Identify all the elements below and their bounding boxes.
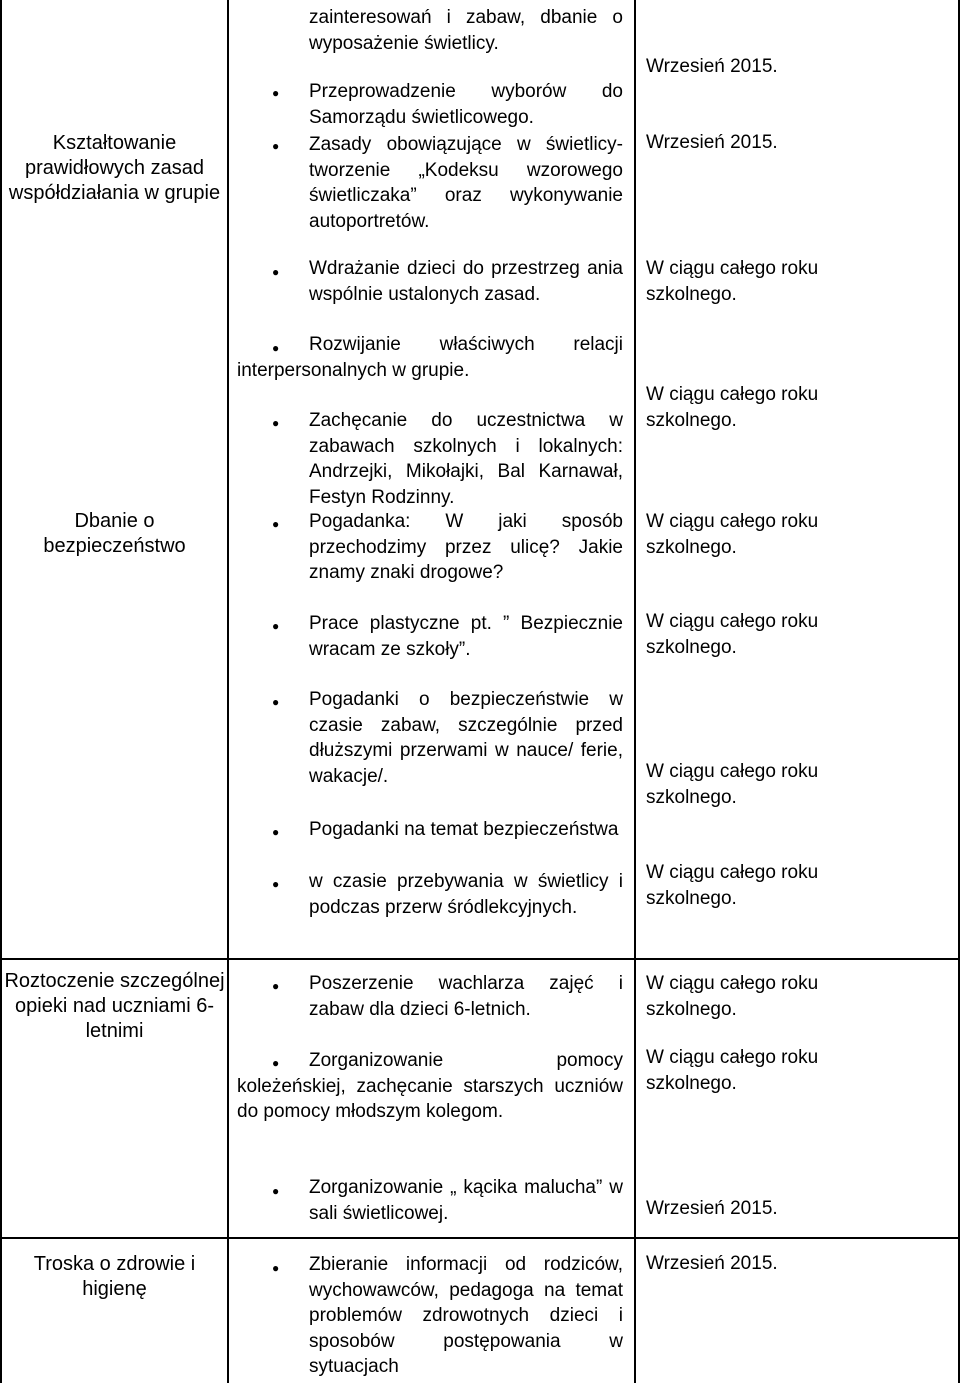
- bullet-icon: ●: [272, 877, 280, 891]
- activity-text: Prace plastyczne pt. ” Bezpiecznie wracam ze szkoły”.: [309, 613, 623, 660]
- row-divider: [0, 1237, 960, 1239]
- activity-text: Zorganizowanie „ kącika malucha” w sali świetlicowej.: [309, 1177, 623, 1224]
- activity-text: Rozwijanie właściwych relacji interpersonalnych w grupie.: [237, 334, 623, 381]
- bullet-icon: ●: [272, 86, 280, 100]
- section-label: Kształtowanie prawidłowych zasad współdziałania w grupie: [8, 132, 221, 204]
- term-text: W ciągu całego roku szkolnego.: [646, 761, 819, 808]
- bullet-icon: ●: [272, 416, 280, 430]
- activity-text: Zorganizowanie pomocy koleżeńskiej, zachęcanie starszych uczniów do pomocy młodszym kolegom.: [237, 1050, 623, 1122]
- bullet-icon: ●: [272, 825, 280, 839]
- activity-text: Pogadanki na temat bezpieczeństwa: [309, 819, 619, 840]
- section-label: Troska o zdrowie i higienę: [33, 1253, 196, 1300]
- activity-text: Przeprowadzenie wyborów do Samorządu świetlicowego.: [309, 81, 623, 128]
- bullet-icon: ●: [272, 139, 280, 153]
- activity-text: zainteresowań i zabaw, dbanie o wyposażenie świetlicy.: [309, 7, 623, 54]
- activity-text: Poszerzenie wachlarza zajęć i zabaw dla dzieci 6-letnich.: [309, 973, 623, 1020]
- row-divider: [0, 958, 960, 960]
- term-text: W ciągu całego roku szkolnego.: [646, 1047, 819, 1094]
- activity-text: Pogadanka: W jaki sposób przechodzimy przez ulicę? Jakie znamy znaki drogowe?: [309, 511, 623, 583]
- section-label: Roztoczenie szczególnej opieki nad uczniami 6-letnimi: [4, 970, 225, 1042]
- activity-text: Pogadanki o bezpieczeństwie w czasie zabaw, szczególnie przed dłuższymi przerwami w nauce/ ferie, wakacje/.: [309, 689, 623, 787]
- bullet-icon: ●: [272, 517, 280, 531]
- activity-text: Zachęcanie do uczestnictwa w zabawach szkolnych i lokalnych: Andrzejki, Mikołajki, Bal Karnawał, Festyn Rodzinny.: [309, 410, 623, 508]
- term-text: W ciągu całego roku szkolnego.: [646, 973, 819, 1020]
- column-divider: [634, 0, 636, 1383]
- term-text: W ciągu całego roku szkolnego.: [646, 384, 819, 431]
- activity-text: Zasady obowiązujące w świetlicy- tworzenie „Kodeksu wzorowego świetliczaka” oraz wykonywanie autoportretów.: [309, 134, 623, 232]
- term-text: Wrzesień 2015.: [646, 1253, 778, 1274]
- term-text: Wrzesień 2015.: [646, 132, 778, 153]
- bullet-icon: ●: [272, 695, 280, 709]
- term-text: W ciągu całego roku szkolnego.: [646, 611, 819, 658]
- bullet-icon: ●: [272, 341, 280, 355]
- table-border-left: [0, 0, 2, 1383]
- bullet-icon: ●: [272, 979, 280, 993]
- term-text: W ciągu całego roku szkolnego.: [646, 862, 819, 909]
- bullet-icon: ●: [272, 1261, 280, 1275]
- activity-text: Wdrażanie dzieci do przestrzeg ania wspólnie ustalonych zasad.: [309, 258, 623, 305]
- bullet-icon: ●: [272, 1056, 280, 1070]
- bullet-icon: ●: [272, 619, 280, 633]
- column-divider: [227, 0, 229, 1383]
- section-label: Dbanie o bezpieczeństwo: [43, 510, 186, 557]
- term-text: Wrzesień 2015.: [646, 56, 778, 77]
- term-text: W ciągu całego roku szkolnego.: [646, 511, 819, 558]
- term-text: W ciągu całego roku szkolnego.: [646, 258, 819, 305]
- activity-text: Zbieranie informacji od rodziców, wychowawców, pedagoga na temat problemów zdrowotnych dzieci i sposobów postępowania w sytuacjach: [309, 1254, 623, 1377]
- term-text: Wrzesień 2015.: [646, 1198, 778, 1219]
- bullet-icon: ●: [272, 265, 280, 279]
- bullet-icon: ●: [272, 1184, 280, 1198]
- activity-text: w czasie przebywania w świetlicy i podczas przerw śródlekcyjnych.: [309, 871, 623, 918]
